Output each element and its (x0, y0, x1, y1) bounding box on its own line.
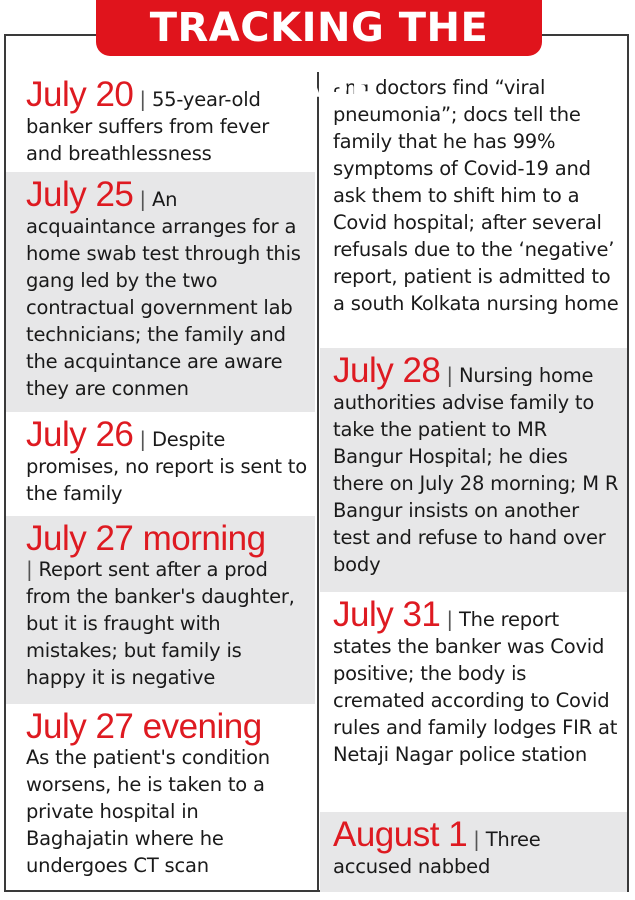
timeline-entry-july-31 (320, 592, 627, 812)
entry-text: 55-year-old banker suffers from fever and breathlessness (26, 88, 270, 165)
entry-text: Despite promises, no report is sent to the family (26, 428, 307, 505)
timeline-entry-july-27-evening (6, 704, 315, 892)
entry-date: August 1 (333, 815, 468, 854)
entry-separator: | (446, 363, 453, 387)
timeline-entry-july-25 (6, 172, 315, 412)
timeline-entry-july-28 (320, 348, 627, 592)
timeline-entry-august-1 (320, 812, 627, 892)
entry-date: July 25 (26, 175, 134, 214)
entry-date: July 27 morning (26, 519, 266, 558)
entry-date: July 27 evening (26, 707, 262, 746)
entry-separator: | (139, 427, 146, 451)
entry-separator: | (473, 827, 480, 851)
entry-text: An acquaintance arranges for a home swab test through this gang led by the two contractual government lab technicians; the family and the acquintance are aware they are conmen (26, 188, 301, 400)
entry-date: July 20 (26, 75, 134, 114)
entry-text: Report sent after a prod from the banker's daughter, but it is fraught with mistakes; but family is happy it is negative (26, 558, 295, 689)
entry-text: As the patient's condition worsens, he is taken to a private hospital in Baghajatin where he undergoes CT scan (26, 746, 270, 877)
entry-text: Three accused nabbed (333, 828, 541, 878)
timeline-entry-july-27-morning (6, 516, 315, 704)
entry-date: July 28 (333, 351, 441, 390)
entry-date: July 26 (26, 415, 134, 454)
entry-separator: | (446, 607, 453, 631)
timeline-entry-july-26 (6, 412, 315, 516)
entry-separator: | (139, 187, 146, 211)
entry-text: The report states the banker was Covid positive; the body is cremated according to Covid rules and family lodges FIR at Netaji Nagar police station (333, 608, 618, 766)
banner-title: TRACKING THE CASE (96, 0, 542, 56)
entry-separator: | (139, 87, 146, 111)
entry-text: Nursing home authorities advise family to take the patient to MR Bangur Hospital; he dies there on July 28 morning; M R Bangur insists on another test and refuse to hand over body (333, 364, 619, 576)
column-divider (317, 72, 319, 892)
timeline-entry-july-27-evening-continued (320, 72, 627, 348)
entry-separator: | (26, 557, 33, 581)
entry-text-continuation: and doctors find “viral pneumonia”; docs tell the family that he has 99% symptoms of Covid-19 and ask them to shift him to a Covid hospital; after several refusals due to the ‘negative’ report, patient is admitted to a south Kolkata nursing home (333, 76, 619, 315)
entry-date: July 31 (333, 595, 441, 634)
